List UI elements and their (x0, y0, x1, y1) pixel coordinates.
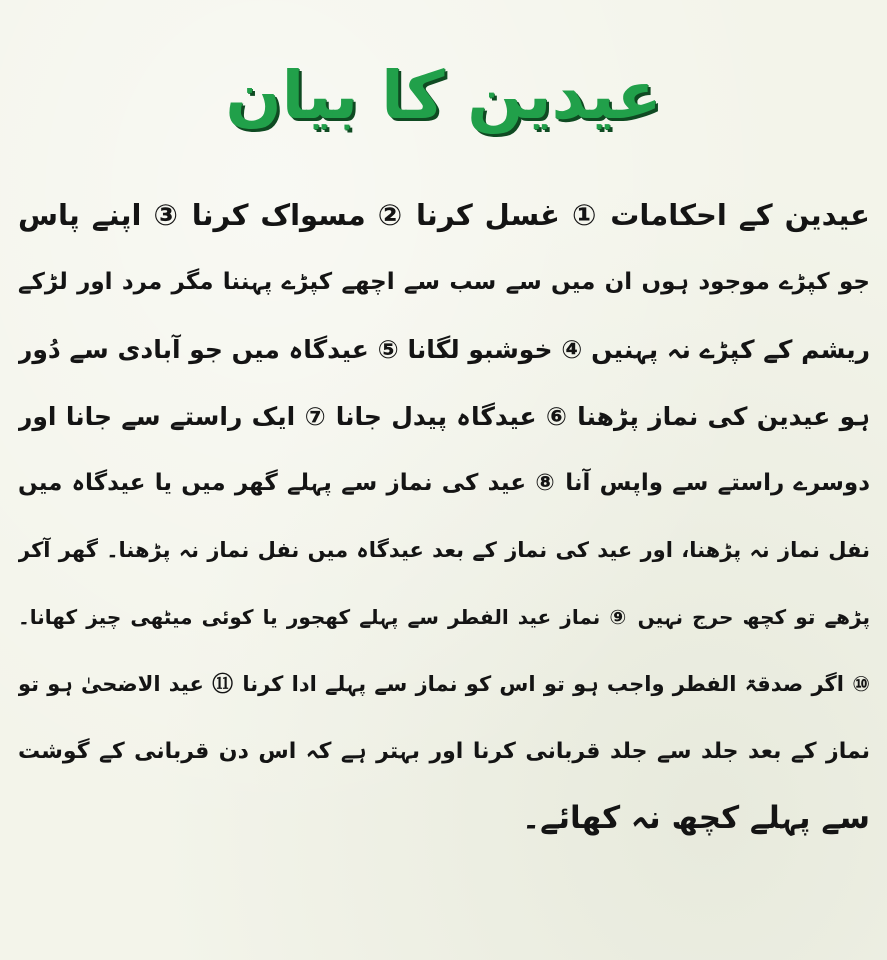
text-line: نفل نماز نہ پڑھنا، اور عید کی نماز کے بعد عیدگاہ میں نفل نماز نہ پڑھنا۔ گھر آکر (18, 538, 870, 562)
text-line: جو کپڑے موجود ہوں ان میں سے سب سے اچھے کپڑے پہننا مگر مرد اور لڑکے (18, 269, 870, 295)
text-line: دوسرے راستے سے واپس آنا ⑧ عید کی نماز سے پہلے گھر میں یا عیدگاہ میں (18, 470, 870, 496)
text-line: عیدین کے احکامات ① غسل کرنا ② مسواک کرنا ③ اپنے پاس (18, 198, 870, 232)
text-line: سے پہلے کچھ نہ کھائے۔ (522, 800, 870, 836)
page-title: عیدین کا بیان (225, 57, 662, 134)
text-line: پڑھے تو کچھ حرج نہیں ⑨ نماز عید الفطر سے پہلے کھجور یا کوئی میٹھی چیز کھانا۔ (18, 605, 870, 629)
text-line: ریشم کے کپڑے نہ پہنیں ④ خوشبو لگانا ⑤ عیدگاہ میں جو آبادی سے دُور (18, 335, 870, 364)
body-paragraph (18, 182, 870, 852)
text-line: نماز کے بعد جلد سے جلد قربانی کرنا اور بہتر ہے کہ اس دن قربانی کے گوشت (18, 739, 870, 764)
text-line: ہو عیدین کی نماز پڑھنا ⑥ عیدگاہ پیدل جانا ⑦ ایک راستے سے جانا اور (18, 402, 870, 431)
text-line: ⑩ اگر صدقۃ الفطر واجب ہو تو اس کو نماز سے پہلے ادا کرنا ⑪ عید الاضحیٰ ہو تو (18, 672, 870, 696)
